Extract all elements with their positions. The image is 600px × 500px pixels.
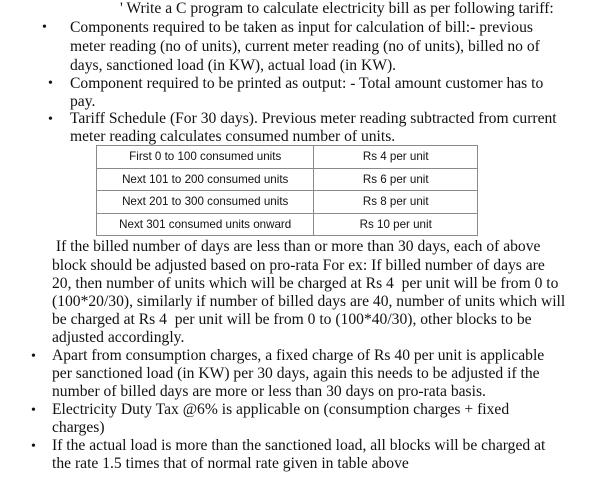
slab-cell: Next 101 to 200 consumed units	[97, 168, 314, 191]
slab-cell: Next 301 consumed units onward	[97, 213, 314, 236]
input-components-line-2: meter reading (no of units), current meter reading (no of units), billed no of	[70, 38, 540, 55]
rate-cell: Rs 4 per unit	[314, 146, 478, 169]
heading: ' Write a C program to calculate electricity bill as per following tariff:	[120, 0, 554, 17]
table-row	[97, 146, 478, 169]
duty-tax-line-2: charges)	[52, 419, 105, 436]
input-components-line-1: Components required to be taken as input for calculation of bill:- previous	[70, 19, 533, 36]
bullet-marker: •	[48, 112, 53, 127]
prorata-line-3: 20, then number of units which will be charged at Rs 4 per unit will be from 0 to	[52, 275, 559, 292]
actual-load-line-2: the rate 1.5 times that of normal rate given in table above	[52, 455, 409, 472]
prorata-line-4: (100*20/30), similarly if number of billed days are 40, number of units which will	[52, 293, 566, 310]
bullet-marker: •	[31, 439, 36, 454]
rate-cell: Rs 10 per unit	[314, 213, 478, 236]
prorata-line-5: be charged at Rs 4 per unit will be from 0 to (100*40/30), other blocks to be	[52, 311, 532, 328]
prorata-line-2: block should be adjusted based on pro-rata For ex: If billed number of days are	[52, 257, 545, 274]
duty-tax-line-1: Electricity Duty Tax @6% is applicable on (consumption charges + fixed	[52, 401, 510, 418]
output-component-line-1: Component required to be printed as output: - Total amount customer has to	[70, 75, 544, 92]
tariff-intro-line-2: meter reading calculates consumed number of units.	[70, 128, 396, 145]
table-row	[97, 168, 478, 191]
output-component-line-2: pay.	[70, 93, 96, 110]
bullet-marker: •	[42, 20, 47, 31]
prorata-line-6: adjusted accordingly.	[52, 329, 185, 346]
tariff-table	[96, 145, 478, 236]
table-row	[97, 213, 478, 236]
prorata-line-1: If the billed number of days are less than or more than 30 days, each of above	[52, 238, 541, 255]
fixed-charge-line-3: number of billed days are more or less than 30 days on pro-rata basis.	[52, 383, 486, 400]
tariff-intro-line-1: Tariff Schedule (For 30 days). Previous meter reading subtracted from current	[70, 110, 557, 127]
bullet-marker: •	[31, 349, 36, 364]
table-row	[97, 191, 478, 214]
fixed-charge-line-2: per sanctioned load (in KW) per 30 days, again this needs to be adjusted if the	[52, 365, 540, 382]
slab-cell: Next 201 to 300 consumed units	[97, 191, 314, 214]
input-components-line-3: days, sanctioned load (in KW), actual load (in KW).	[70, 57, 397, 74]
rate-cell: Rs 6 per unit	[314, 168, 478, 191]
bullet-marker: •	[31, 403, 36, 418]
rate-cell: Rs 8 per unit	[314, 191, 478, 214]
fixed-charge-line-1: Apart from consumption charges, a fixed charge of Rs 40 per unit is applicable	[52, 347, 545, 364]
actual-load-line-1: If the actual load is more than the sanctioned load, all blocks will be charged at	[52, 437, 546, 454]
bullet-marker: •	[48, 76, 53, 91]
slab-cell: First 0 to 100 consumed units	[97, 146, 314, 169]
